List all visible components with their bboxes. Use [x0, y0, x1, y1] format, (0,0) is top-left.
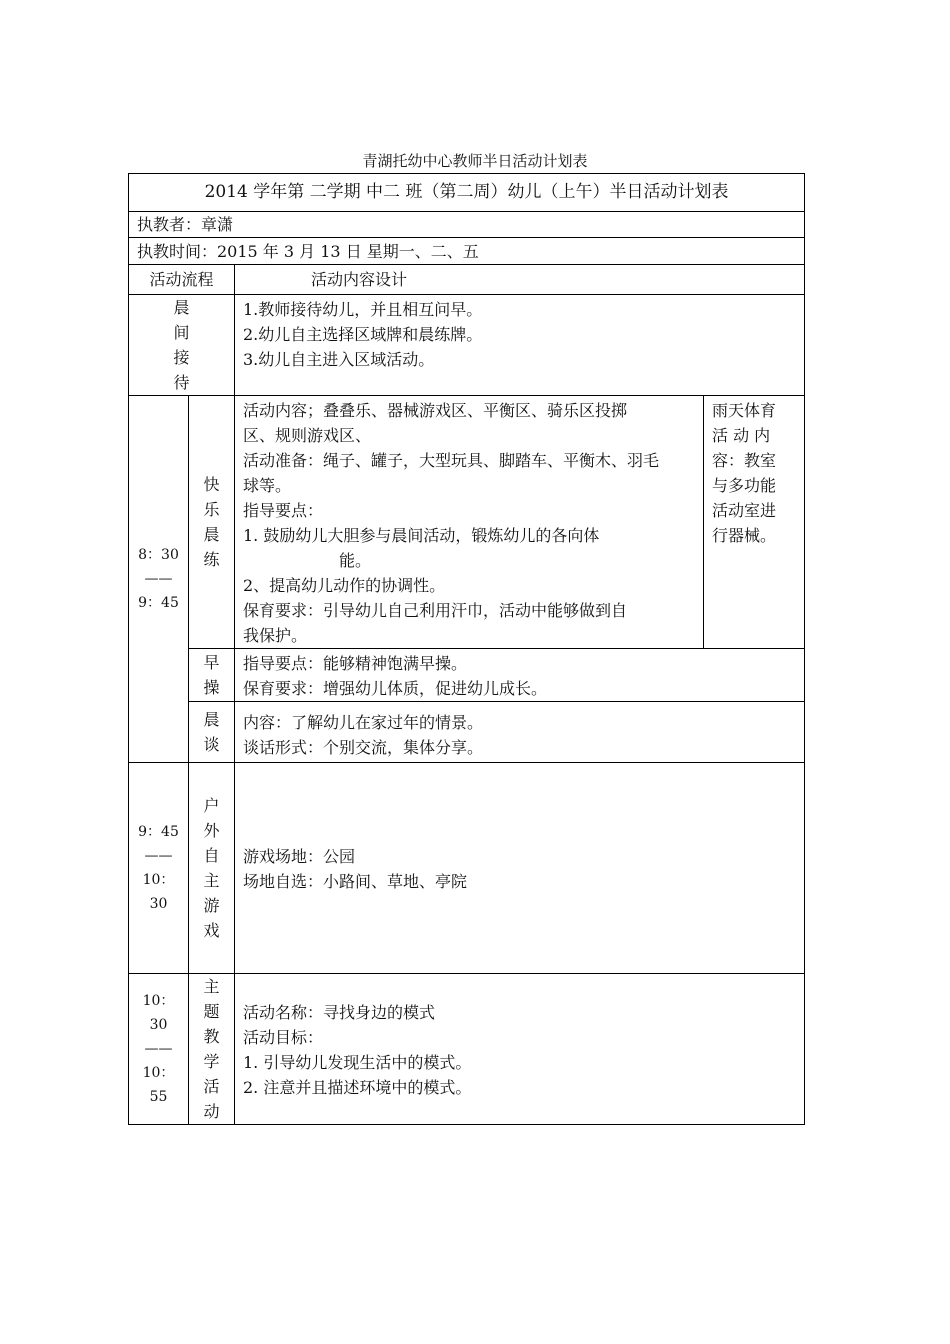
header-activity-content: 活动内容设计 [235, 265, 805, 295]
rainy-day-note: 雨天体育 活 动 内 容：教室 与多功能 活动室进 行器械。 [704, 396, 805, 649]
table-title-row [129, 174, 805, 212]
activity-plan-table [128, 173, 805, 1125]
happy-exercise-content: 活动内容；叠叠乐、器械游戏区、平衡区、骑乐区投掷 区、规则游戏区、 活动准备：绳子、罐子，大型玩具、脚踏车、平衡木、羽毛 球等。 指导要点： 1. 鼓励幼儿大胆参与晨间活动，锻炼幼儿的各向体 能。 2、提高幼儿动作的协调性。 保育要求：引导幼儿自己利用汗巾，活动中能够做到自 我保护。 [235, 396, 704, 649]
document-title: 青湖托幼中心教师半日活动计划表 [362, 152, 588, 170]
theme-teaching-content: 活动名称：寻找身边的模式 活动目标： 1. 引导幼儿发现生活中的模式。 2. 注意并且描述环境中的模式。 [235, 974, 805, 1125]
list-item: 2.幼儿自主选择区域牌和晨练牌。 [243, 325, 483, 344]
morning-reception-content [235, 295, 805, 396]
time-slot-2: 9：45 —— 10： 30 [129, 763, 189, 974]
morning-talk-content: 内容：了解幼儿在家过年的情景。 谈话形式：个别交流，集体分享。 [235, 702, 805, 763]
morning-exercise-row [129, 649, 805, 702]
teaching-date: 执教时间：2015 年 3 月 13 日 星期一、二、五 [129, 238, 805, 265]
morning-talk-row [129, 702, 805, 763]
morning-reception-row [129, 295, 805, 396]
teacher-row [129, 212, 805, 238]
time-slot-1: 8：30 —— 9：45 [129, 396, 189, 763]
plan-main-title: 2014 学年第 二学期 中二 班（第二周）幼儿（上午）半日活动计划表 [129, 174, 805, 212]
theme-teaching-row [129, 974, 805, 1125]
outdoor-game-content: 游戏场地：公园 场地自选：小路间、草地、亭院 [235, 763, 805, 974]
date-row [129, 238, 805, 265]
outdoor-game-label: 户 外 自 主 游 戏 [189, 763, 235, 974]
teacher-name: 执教者：章潇 [129, 212, 805, 238]
list-item: 3.幼儿自主进入区域活动。 [243, 350, 435, 369]
list-item: 1.教师接待幼儿，并且相互问早。 [243, 300, 483, 319]
morning-exercise-label: 早 操 [189, 649, 235, 702]
outdoor-game-row [129, 763, 805, 974]
theme-teaching-label: 主 题 教 学 活 动 [189, 974, 235, 1125]
morning-reception-label: 晨 间 接 待 [129, 295, 235, 396]
time-slot-3: 10： 30 —— 10： 55 [129, 974, 189, 1125]
header-activity-flow: 活动流程 [129, 265, 235, 295]
happy-exercise-row [129, 396, 805, 649]
header-row [129, 265, 805, 295]
morning-exercise-content: 指导要点：能够精神饱满早操。 保育要求：增强幼儿体质，促进幼儿成长。 [235, 649, 805, 702]
morning-talk-label: 晨 谈 [189, 702, 235, 763]
happy-exercise-label: 快 乐 晨 练 [189, 396, 235, 649]
